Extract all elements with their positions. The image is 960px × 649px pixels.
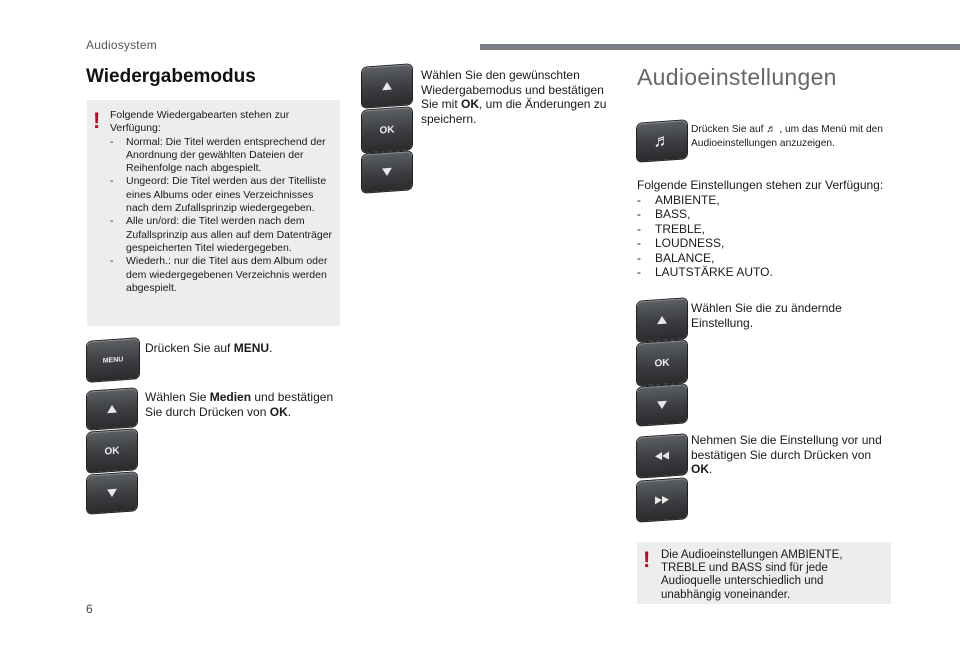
fast-forward-icon xyxy=(655,496,669,505)
up-button[interactable] xyxy=(362,64,412,107)
triangle-up-icon xyxy=(107,405,117,414)
triangle-down-icon xyxy=(382,168,392,177)
music-note-icon: ♬ xyxy=(653,130,671,151)
triangle-up-icon xyxy=(657,316,667,325)
rewind-button[interactable] xyxy=(637,434,687,477)
step-select-medien: Wählen Sie Medien und bestätigen Sie durch Drücken von OK. xyxy=(145,390,334,419)
step-press-music: Drücken Sie auf ♬ , um das Menü mit den Audioeinstellungen anzuzeigen. xyxy=(691,124,883,149)
ok-button[interactable]: OK xyxy=(362,107,412,152)
down-button[interactable] xyxy=(362,151,412,192)
header-divider-bar xyxy=(480,44,960,50)
ok-button[interactable]: OK xyxy=(87,429,137,472)
exclamation-warning-icon: ! xyxy=(643,547,651,572)
setting-item: - AMBIENTE, xyxy=(637,192,720,207)
up-button[interactable] xyxy=(87,388,137,429)
setting-item: - LAUTSTÄRKE AUTO. xyxy=(637,265,773,279)
note-item: - Wiederh.: nur die Titel aus dem Album oder dem wiedergegebenen Verzeichnis werden abgespielt. xyxy=(110,255,328,294)
note-item: - Normal: Die Titel werden entsprechend der Anordnung der gewählten Dateien der Reihenfolge nach abgespielt. xyxy=(110,135,326,175)
fast-forward-button[interactable] xyxy=(637,478,687,521)
step-choose-setting: Wählen Sie die zu ändernde Einstellung. xyxy=(691,301,842,330)
settings-list xyxy=(637,178,897,280)
triangle-up-icon xyxy=(382,82,392,91)
up-button[interactable] xyxy=(637,298,687,341)
step-select-mode: Wählen Sie den gewünschten Wiedergabemodus und bestätigen Sie mit OK, um die Änderungen zu speichern. xyxy=(421,68,607,126)
info-note-box xyxy=(637,542,891,604)
warning-note-box xyxy=(87,100,340,326)
note-item: - Ungeord: Die Titel werden aus der Titelliste eines Albums oder eines Verzeichnisses nach dem Zufallsprinzip wiedergegeben. xyxy=(110,175,327,215)
triangle-down-icon xyxy=(657,401,667,410)
music-button[interactable] xyxy=(637,120,687,161)
menu-button[interactable]: MENU xyxy=(87,338,139,382)
note-intro: Folgende Wiedergabearten stehen zur Verfügung: xyxy=(110,109,290,135)
setting-item: - TREBLE, xyxy=(637,221,706,236)
down-button[interactable] xyxy=(637,384,687,425)
down-button[interactable] xyxy=(87,472,137,513)
triangle-down-icon xyxy=(107,489,117,498)
setting-item: - BALANCE, xyxy=(637,250,715,265)
exclamation-warning-icon: ! xyxy=(93,108,101,133)
setting-item: - BASS, xyxy=(637,207,691,221)
section-title-audioeinstellungen: Audioeinstellungen xyxy=(637,64,837,90)
step-adjust-setting: Nehmen Sie die Einstellung vor und bestätigen Sie durch Drücken von OK. xyxy=(691,433,882,476)
note-content xyxy=(110,109,336,295)
step-press-menu: Drücken Sie auf MENU. xyxy=(145,341,273,355)
page-number: 6 xyxy=(86,602,93,616)
ok-button[interactable]: OK xyxy=(637,340,687,385)
note-content: Die Audioeinstellungen AMBIENTE, TREBLE und BASS sind für jede Audioquelle unterschiedlich und unabhängig voneinander. xyxy=(661,549,843,601)
section-title-wiedergabemodus: Wiedergabemodus xyxy=(86,66,256,87)
settings-intro: Folgende Einstellungen stehen zur Verfügung: xyxy=(637,178,884,192)
section-label: Audiosystem xyxy=(86,38,157,52)
note-item: - Alle un/ord: die Titel werden nach dem Zufallsprinzip aus allen auf dem Datenträger gespeicherten Titel wiedergegeben. xyxy=(110,215,333,254)
rewind-icon xyxy=(655,452,669,461)
setting-item: - LOUDNESS, xyxy=(637,236,725,250)
